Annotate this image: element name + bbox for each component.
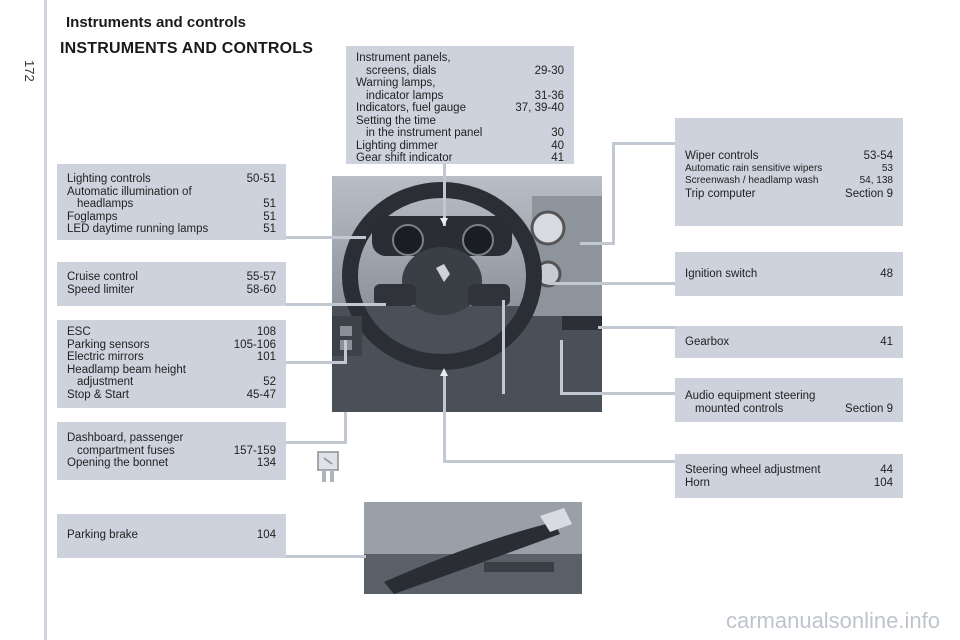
entry-label: Setting the time: [356, 114, 436, 127]
connector-lighting: [286, 236, 366, 239]
entry-row: [356, 65, 564, 78]
entry-label: Steering wheel adjustment: [685, 464, 821, 476]
box-instrument-panels: [346, 46, 574, 164]
entry-row: [67, 284, 276, 297]
entry-page: 104: [256, 529, 276, 541]
entry-label: Horn: [685, 476, 710, 489]
entry-label: Lighting dimmer: [356, 139, 438, 152]
entry-label: Warning lamps,: [356, 77, 436, 89]
box-gearbox: [675, 326, 903, 358]
connector-steering-h: [444, 460, 675, 463]
entry-label: headlamps: [77, 198, 134, 210]
entry-page: 52: [263, 376, 276, 388]
arrow-steering: [440, 368, 448, 376]
entry-label: compartment fuses: [77, 444, 175, 457]
box-audio: [675, 378, 903, 422]
entry-page: 41: [880, 336, 893, 348]
box-steering: [675, 454, 903, 498]
entry-page: 37, 39-40: [515, 102, 564, 114]
connector-dashboard-v: [344, 412, 347, 444]
entry-row: [685, 390, 893, 403]
entry-row: [67, 339, 276, 352]
entry-page: 29-30: [534, 64, 564, 77]
box-dashboard: [57, 422, 286, 480]
entry-page: 53-54: [863, 150, 893, 162]
entry-page: Section 9: [845, 402, 893, 415]
entry-row: [685, 477, 893, 490]
entry-page: 45-47: [246, 388, 276, 401]
entry-page: 31-36: [534, 89, 564, 102]
entry-label: screens, dials: [366, 64, 437, 77]
entry-label: Foglamps: [67, 210, 118, 223]
entry-label: Dashboard, passenger: [67, 432, 184, 444]
connector-wiper-h: [613, 142, 675, 145]
connector-wiper-h2: [580, 242, 615, 245]
box-parking-brake: [57, 514, 286, 558]
entry-label: Automatic rain sensitive wipers: [685, 162, 823, 174]
entry-label: Speed limiter: [67, 283, 135, 296]
entry-label: Indicators, fuel gauge: [356, 102, 466, 114]
entry-row: [685, 403, 893, 416]
entry-row: [356, 77, 564, 90]
connector-audio-v: [560, 340, 563, 395]
entry-row: [67, 198, 276, 211]
entry-label: mounted controls: [695, 402, 784, 415]
entry-page: 44: [880, 464, 893, 476]
connector-esc: [286, 361, 346, 364]
entry-page: 54, 138: [859, 175, 893, 186]
box-lighting: [57, 164, 286, 240]
entry-row: [685, 150, 893, 163]
connector-audio-wheel: [502, 300, 505, 394]
entry-label: Lighting controls: [67, 173, 151, 185]
entry-label: Gear shift indicator: [356, 152, 453, 164]
entry-label: Wiper controls: [685, 150, 759, 162]
entry-row: [685, 188, 893, 201]
entry-label: Electric mirrors: [67, 351, 144, 363]
entry-row: [356, 152, 564, 165]
entry-row: [67, 529, 276, 542]
entry-page: 51: [263, 223, 276, 235]
entry-row: [356, 90, 564, 103]
box-esc: [57, 320, 286, 408]
box-ignition: [675, 252, 903, 296]
page-number: [22, 60, 38, 100]
connector-dashboard: [286, 441, 346, 444]
entry-page: 55-57: [246, 271, 276, 283]
entry-row: [356, 52, 564, 65]
entry-row: [67, 376, 276, 389]
parking-brake-photo: [364, 502, 582, 594]
entry-page: 40: [551, 139, 564, 152]
entry-row: [356, 115, 564, 128]
entry-row: [685, 163, 893, 176]
entry-label: Instrument panels,: [356, 52, 451, 64]
entry-row: [67, 271, 276, 284]
entry-page: 48: [880, 268, 893, 280]
entry-page: 58-60: [246, 283, 276, 296]
page-number-text: 172: [22, 60, 37, 82]
arrow-instrument-panels: [440, 218, 448, 226]
connector-steering-v: [443, 372, 446, 463]
entry-label: Stop & Start: [67, 388, 130, 401]
entry-label: LED daytime running lamps: [67, 223, 209, 235]
entry-row: [67, 211, 276, 224]
parking-brake-illustration: [364, 502, 582, 594]
box-cruise: [57, 262, 286, 306]
entry-row: [67, 364, 276, 377]
header-title: Instruments and controls: [66, 14, 247, 31]
fuse-icon: [316, 450, 340, 484]
entry-page: 104: [873, 476, 893, 489]
entry-page: Section 9: [845, 187, 893, 200]
entry-label: Opening the bonnet: [67, 457, 169, 469]
entry-label: in the instrument panel: [366, 127, 483, 139]
entry-page: 101: [256, 351, 276, 363]
entry-label: Parking brake: [67, 529, 138, 541]
entry-page: 134: [256, 457, 276, 469]
entry-row: [67, 457, 276, 470]
connector-cruise: [286, 303, 386, 306]
entry-page: 51: [263, 210, 276, 223]
entry-label: Trip computer: [685, 187, 756, 200]
entry-row: [685, 336, 893, 349]
entry-page: 105-106: [233, 338, 276, 351]
watermark: carmanualsonline.info: [725, 608, 940, 633]
connector-audio-h: [561, 392, 675, 395]
entry-page: 50-51: [246, 173, 276, 185]
entry-row: [356, 140, 564, 153]
entry-label: Cruise control: [67, 271, 138, 283]
entry-row: [67, 432, 276, 445]
header-rule: [44, 0, 47, 640]
entry-page: 157-159: [233, 444, 276, 457]
connector-gearbox: [598, 326, 675, 329]
section-title: INSTRUMENTS AND CONTROLS: [60, 40, 314, 57]
connector-instrument-panels: [443, 164, 446, 226]
entry-row: [67, 173, 276, 186]
entry-label: Headlamp beam height: [67, 363, 186, 376]
entry-label: Gearbox: [685, 336, 730, 348]
entry-row: [685, 175, 893, 188]
entry-page: 30: [551, 127, 564, 139]
connector-ignition: [548, 282, 675, 285]
entry-label: Ignition switch: [685, 268, 758, 280]
entry-label: Screenwash / headlamp wash: [685, 175, 819, 186]
entry-row: [67, 326, 276, 339]
connector-wiper-v: [612, 142, 615, 244]
entry-label: ESC: [67, 326, 91, 338]
entry-row: [356, 127, 564, 140]
entry-page: 51: [263, 198, 276, 210]
entry-page: 41: [551, 152, 564, 164]
entry-label: Audio equipment steering: [685, 390, 816, 402]
entry-row: [356, 102, 564, 115]
entry-row: [67, 445, 276, 458]
entry-row: [67, 351, 276, 364]
entry-label: adjustment: [77, 376, 134, 388]
connector-parking-brake: [286, 555, 366, 558]
entry-label: indicator lamps: [366, 89, 444, 102]
entry-row: [67, 186, 276, 199]
entry-label: Parking sensors: [67, 338, 150, 351]
connector-esc-v: [344, 340, 347, 364]
entry-row: [685, 268, 893, 281]
entry-page: 108: [256, 326, 276, 338]
entry-row: [67, 223, 276, 236]
entry-label: Automatic illumination of: [67, 185, 192, 198]
entry-row: [685, 464, 893, 477]
entry-row: [67, 389, 276, 402]
box-wiper: [675, 118, 903, 226]
entry-page: 53: [881, 162, 893, 174]
